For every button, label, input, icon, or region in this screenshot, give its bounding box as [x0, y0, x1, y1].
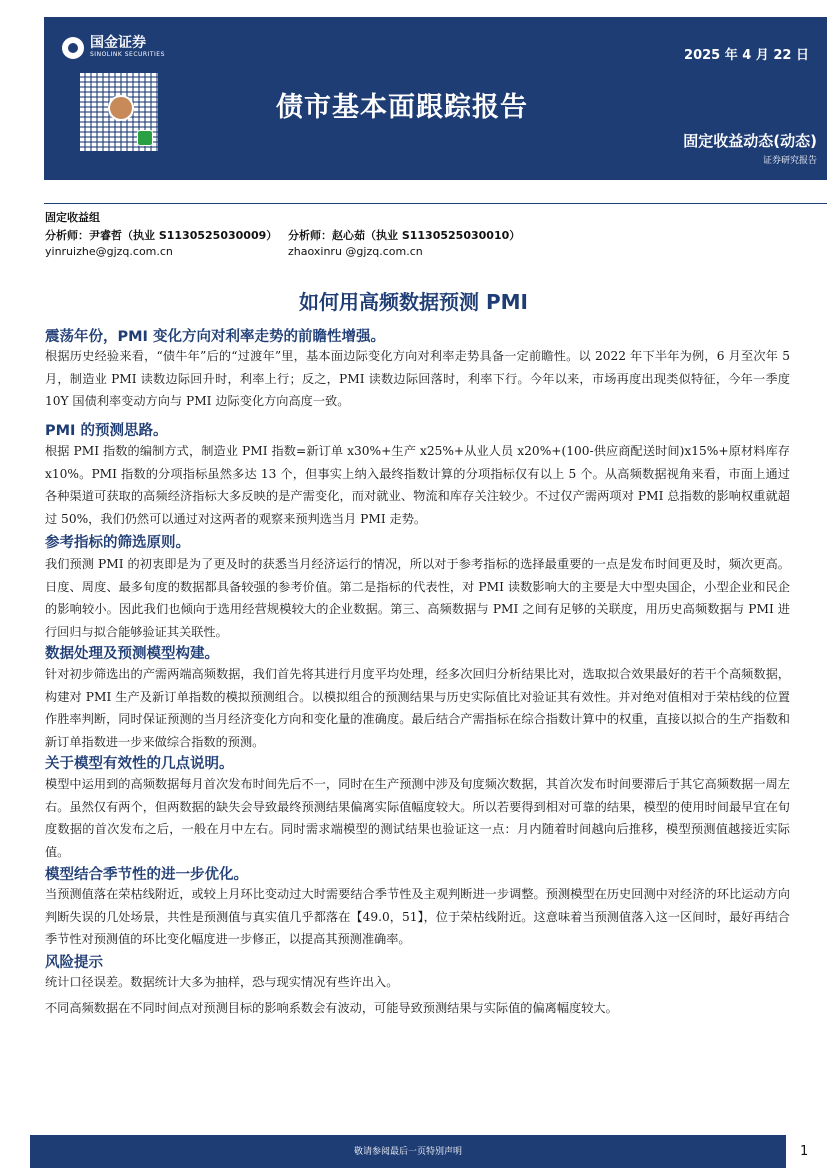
wechat-mini-icon [137, 130, 153, 146]
page-footer [30, 1135, 786, 1168]
analyst-1-email[interactable]: yinruizhe@gjzq.com.cn [45, 245, 173, 258]
section-heading: 震荡年份，PMI 变化方向对利率走势的前瞻性增强。 [45, 329, 385, 345]
analyst-2-email[interactable]: zhaoxinru @gjzq.com.cn [288, 245, 423, 258]
section-heading: 数据处理及预测模型构建。 [45, 646, 219, 662]
page-number: 1 [800, 1144, 809, 1159]
section-paragraph: 我们预测 PMI 的初衷即是为了更及时的获悉当月经济运行的情况，所以对于参考指标的选择最重要的一点是发布时间更及时，频次更高。日度、周度、最多旬度的数据都具备较强的参考价值。第二是指标的代表性，对 PMI 读数影响大的主要是大中型央国企，小型企业和民企的影响较小。因此我们也倾向于选用经营规模较大的企业数据。第三、高频数据与 PMI 之间有足够的关联度，用历史高频数据与 PMI 进行回归与拟合能够验证其关联性。 [45, 557, 790, 639]
analyst-1: 分析师：尹睿哲（执业 S1130525030009） [45, 229, 278, 242]
team-name: 固定收益组 [45, 211, 100, 224]
report-category: 固定收益动态(动态) [683, 132, 817, 150]
section-paragraph: 模型中运用到的高频数据每月首次发布时间先后不一，同时在生产预测中涉及旬度频次数据，其首次发布时间要滞后于其它高频数据一周左右。虽然仅有两个，但两数据的缺失会导致最终预测结果偏离实际值幅度较大。所以若要得到相对可靠的结果，模型的使用时间最早宜在旬度数据的首次发布之后，一般在月中左右。同时需求端模型的测试结果也验证这一点：月内随着时间越向后推移，模型预测值越接近实际值。 [45, 777, 790, 859]
section-heading: 参考指标的筛选原则。 [45, 535, 190, 551]
report-subcategory: 证券研究报告 [762, 156, 817, 166]
section-paragraph: 当预测值落在荣枯线附近，或较上月环比变动过大时需要结合季节性及主观判断进一步调整。预测模型在历史回测中对经济的环比运动方向判断失误的几处场景，共性是预测值与真实值几乎都落在【49.0，51】，位于荣枯线附近。这意味着当预测值落入这一区间时，最好再结合季节性对预测值的环比变化幅度进一步修正，以提高其预测准确率。 [45, 887, 790, 947]
document-title: 如何用高频数据预测 PMI [299, 290, 528, 314]
disclaimer-notice: 敬请参阅最后一页特别声明 [353, 1147, 462, 1157]
company-logo [62, 36, 165, 59]
section-paragraph: 根据历史经验来看，“债牛年”后的“过渡年”里，基本面边际变化方向对利率走势具备一定前瞻性。以 2022 年下半年为例，6 月至次年 5 月，制造业 PMI 读数边际回升时，利率上行；反之，PMI 读数边际回落时，利率下行。今年以来，市场再度出现类似特征，今年一季度 10Y 国债利率变动方向与 PMI 边际变化方向高度一致。 [45, 349, 790, 409]
logo-icon [62, 37, 84, 59]
section-heading: 关于模型有效性的几点说明。 [45, 756, 234, 772]
logo-name-cn: 国金证券 [90, 35, 146, 51]
analyst-2: 分析师：赵心茹（执业 S1130525030010） [288, 229, 521, 242]
qr-code-icon [80, 73, 158, 151]
section-paragraph: 针对初步筛选出的产需两端高频数据，我们首先将其进行月度平均处理，经多次回归分析结果比对，选取拟合效果最好的若干个高频数据，构建对 PMI 生产及新订单指数的模拟预测组合。以模拟组合的预测结果与历史实际值比对验证其有效性。并对绝对值相对于荣枯线的位置作胜率判断，同时保证预测的当月经济变化方向和变化量的准确度。最后结合产需指标在综合指数计算中的权重，直接以拟合的生产指数和新订单指数进一步来做综合指数的预测。 [45, 667, 790, 749]
section-paragraph: 根据 PMI 指数的编制方式，制造业 PMI 指数=新订单 x30%+生产 x25%+从业人员 x20%+(100-供应商配送时间)x15%+原材料库存 x10%。PMI 指数的分项指标虽然多达 13 个，但事实上纳入最终指数计算的分项指标仅有以上 5 个。从高频数据视角来看，市面上通过各种渠道可获取的高频经济指标大多反映的是产需变化，而对就业、物流和库存关注较少。不过仅产需两项对 PMI 总指数的影响权重就超过 50%，我们仍然可以通过对这两者的观察来预判选当月 PMI 走势。 [45, 444, 790, 526]
section-heading: 风险提示 [45, 955, 103, 971]
header-divider [44, 203, 827, 204]
section-heading: PMI 的预测思路。 [45, 423, 168, 439]
report-series-title: 债市基本面跟踪报告 [276, 92, 528, 123]
section-heading: 模型结合季节性的进一步优化。 [45, 867, 248, 883]
section-paragraph: 不同高频数据在不同时间点对预测目标的影响系数会有波动，可能导致预测结果与实际值的偏离幅度较大。 [45, 1001, 618, 1015]
report-date: 2025 年 4 月 22 日 [684, 48, 809, 63]
section-paragraph: 统计口径误差。数据统计大多为抽样，恐与现实情况有些许出入。 [45, 975, 399, 989]
qr-center-logo-icon [108, 95, 134, 121]
logo-name-en: SINOLINK SECURITIES [90, 51, 165, 58]
